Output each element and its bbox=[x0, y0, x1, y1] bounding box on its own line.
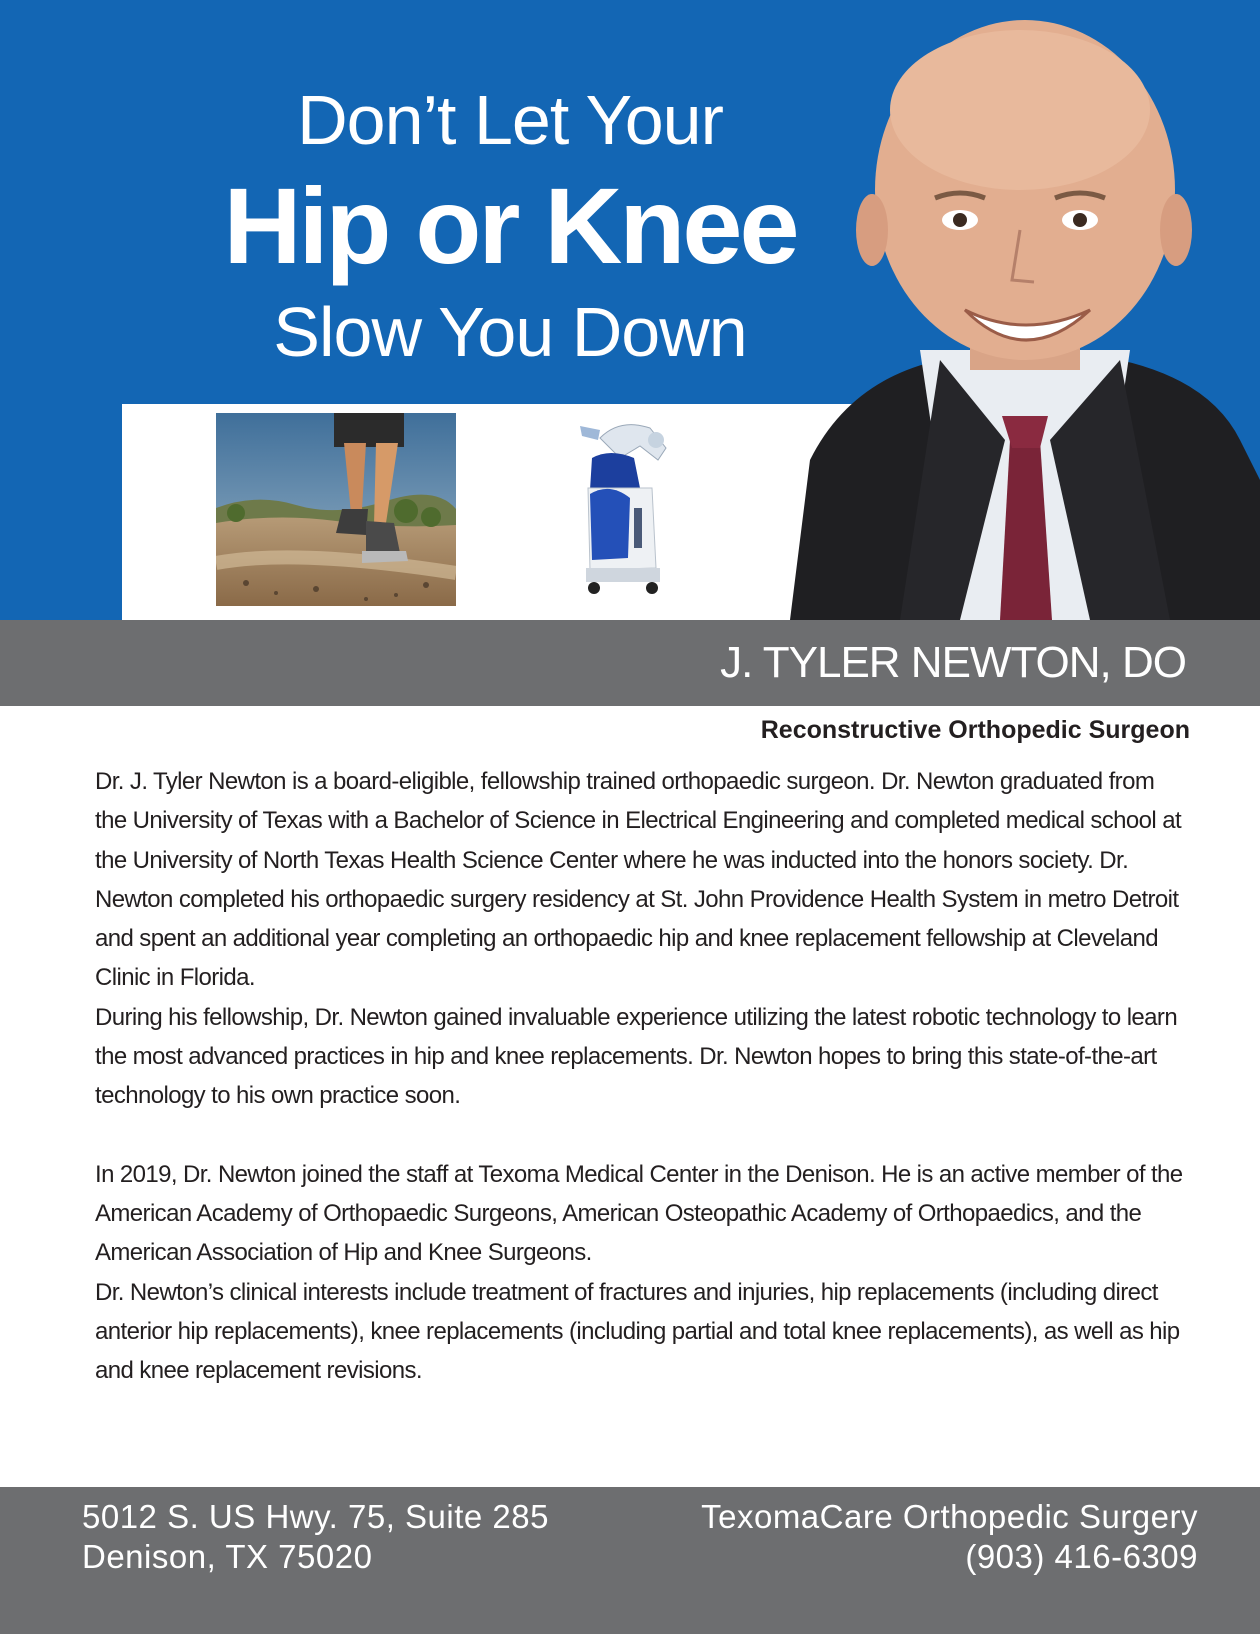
bio-paragraph: In 2019, Dr. Newton joined the staff at Texoma Medical Center in the Denison. He is an active member of the American Academy of Orthopaedic Surgeons, American Osteopathic Academy of Orthopaedics, and the American Association of Hip and Knee Surgeons. bbox=[95, 1160, 1183, 1267]
doctor-name: J. TYLER NEWTON, DO bbox=[720, 638, 1186, 687]
address bbox=[82, 1497, 549, 1577]
headline-line-1: Don’t Let Your bbox=[297, 81, 723, 159]
headline-line-3: Slow You Down bbox=[273, 293, 747, 371]
bio-paragraph: Dr. Newton’s clinical interests include treatment of fractures and injuries, hip replacements (including direct anterior hip replacements), knee replacements (including partial and total knee replacements), as well as hip and knee replacement revisions. bbox=[95, 1278, 1180, 1385]
headline bbox=[140, 70, 880, 382]
bio-paragraph: Dr. J. Tyler Newton is a board-eligible, fellowship trained orthopaedic surgeon. Dr. Newton graduated from the University of Texas with a Bachelor of Science in Electrical Engineering and completed medical school at the University of North Texas Health Science Center where he was inducted into the honors society. Dr. Newton completed his orthopaedic surgery residency at St. John Providence Health System in metro Detroit and spent an additional year completing an orthopaedic hip and knee replacement fellowship at Cleveland Clinic in Florida. bbox=[95, 768, 1182, 992]
name-band bbox=[0, 620, 1260, 706]
address-line-2: Denison, TX 75020 bbox=[82, 1538, 373, 1575]
practice-name: TexomaCare Orthopedic Surgery bbox=[701, 1498, 1198, 1535]
practice-contact bbox=[701, 1497, 1198, 1577]
phone-number: (903) 416-6309 bbox=[965, 1538, 1198, 1575]
specialty-title: Reconstructive Orthopedic Surgeon bbox=[760, 716, 1190, 744]
footer-band bbox=[0, 1487, 1260, 1634]
doctor-portrait bbox=[790, 20, 1260, 620]
bio-paragraph: During his fellowship, Dr. Newton gained invaluable experience utilizing the latest robotic technology to learn the most advanced practices in hip and knee replacements. Dr. Newton hopes to bring this state-of-the-art technology to his own practice soon. bbox=[95, 1003, 1178, 1110]
robotic-surgery-photo bbox=[570, 418, 690, 610]
bio-text bbox=[95, 762, 1185, 1390]
runner-photo bbox=[216, 413, 456, 606]
headline-line-2: Hip or Knee bbox=[223, 165, 797, 286]
address-line-1: 5012 S. US Hwy. 75, Suite 285 bbox=[82, 1498, 549, 1535]
